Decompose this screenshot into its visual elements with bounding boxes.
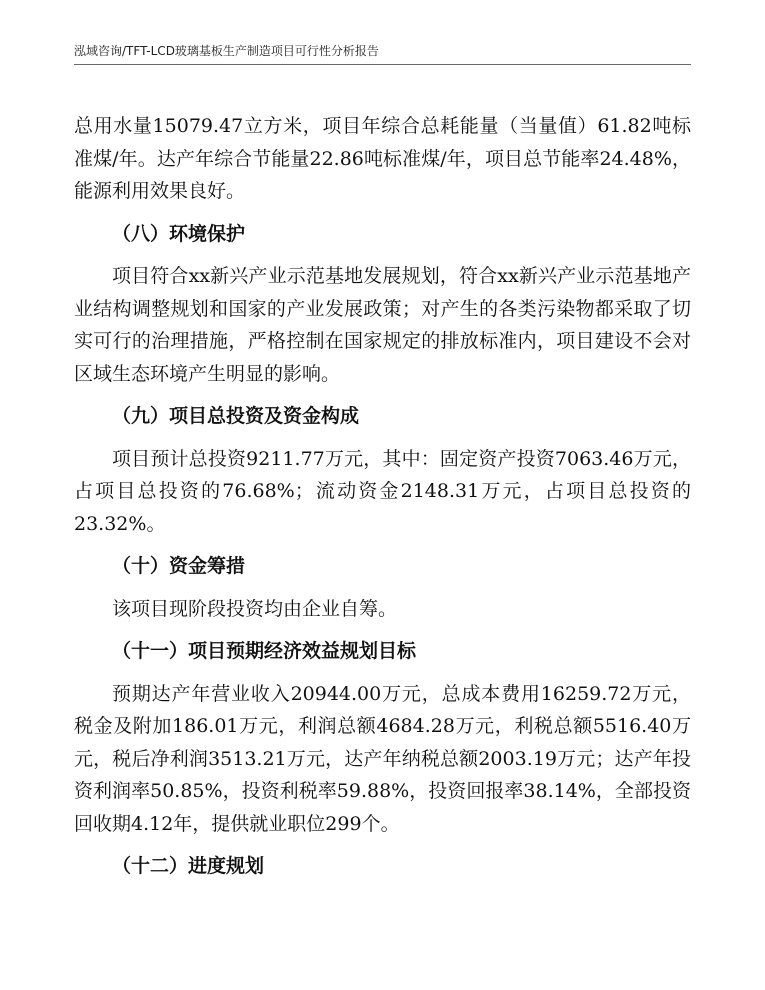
heading-economic-benefit: （十一）项目预期经济效益规划目标 bbox=[112, 640, 417, 662]
paragraph-economic-benefit: 预期达产年营业收入20944.00万元，总成本费用16259.72万元，税金及附加186.01万元，利润总额4684.28万元，利税总额5516.40万元，税后净利润3513.21万元，达产年纳税总额2003.19万元；达产年投资利润率50.85%，投资利税率59.88%，投资回报率38.14%，全部投资回收期4.12年，提供就业职位299个。 bbox=[74, 682, 691, 835]
heading-schedule-planning: （十二）进度规划 bbox=[112, 855, 265, 877]
paragraph-environment-protection: 项目符合xx新兴产业示范基地发展规划，符合xx新兴产业示范基地产业结构调整规划和国家的产业发展政策；对产生的各类污染物都采取了切实可行的治理措施，严格控制在国家规定的排放标准内，项目建设不会对区域生态环境产生明显的影响。 bbox=[74, 265, 691, 385]
header-divider bbox=[74, 64, 691, 65]
heading-total-investment: （九）项目总投资及资金构成 bbox=[112, 405, 360, 427]
heading-fund-raising: （十）资金筹措 bbox=[112, 555, 246, 577]
document-body bbox=[74, 110, 691, 893]
page-header: 泓域咨询/TFT-LCD玻璃基板生产制造项目可行性分析报告 bbox=[74, 44, 379, 58]
paragraph-total-investment: 项目预计总投资9211.77万元，其中：固定资产投资7063.46万元，占项目总投资的76.68%；流动资金2148.31万元，占项目总投资的23.32%。 bbox=[74, 447, 691, 535]
paragraph-energy-consumption: 总用水量15079.47立方米，项目年综合总耗能量（当量值）61.82吨标准煤/年。达产年综合节能量22.86吨标准煤/年，项目总节能率24.48%，能源利用效果良好。 bbox=[74, 115, 691, 202]
paragraph-fund-raising: 该项目现阶段投资均由企业自筹。 bbox=[112, 597, 398, 620]
heading-environment-protection: （八）环境保护 bbox=[112, 222, 246, 245]
